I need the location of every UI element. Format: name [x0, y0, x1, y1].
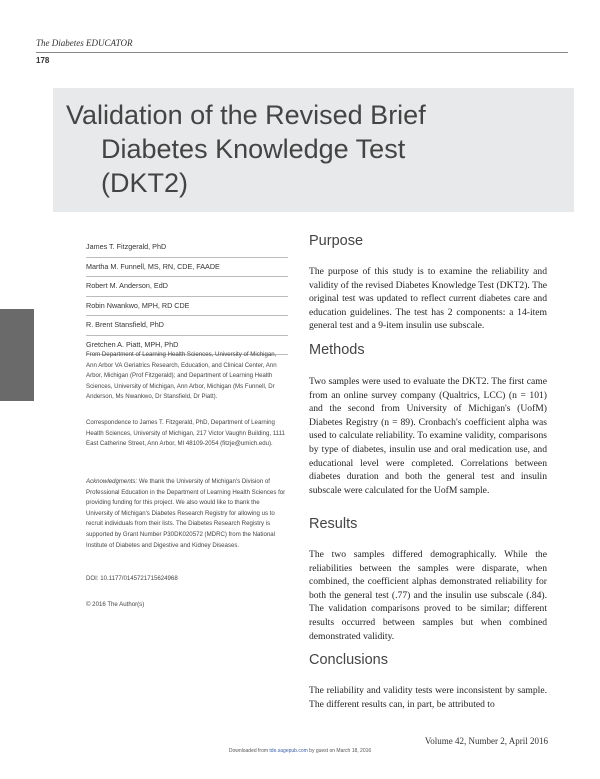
heading-methods: Methods	[309, 342, 365, 358]
correspondence-note: Correspondence to James T. Fitzgerald, PhD, Department of Learning Health Sciences, University of Michigan, 217 Victor Vaughn Building, 1111 East Catherine Street, Ann Arbor, MI 48109-2054 (fitzje@umich.edu).	[86, 419, 285, 448]
article-title	[66, 98, 566, 200]
heading-results: Results	[309, 516, 358, 532]
side-decoration	[0, 309, 34, 401]
author-item: Robert M. Anderson, EdD	[86, 277, 288, 297]
author-item: Martha M. Funnell, MS, RN, CDE, FAADE	[86, 258, 288, 278]
page-number: 178	[36, 56, 50, 65]
title-line-3: (DKT2)	[101, 168, 188, 198]
acknowledgments-note	[86, 477, 288, 551]
author-item: Gretchen A. Piatt, MPH, PhD	[86, 336, 288, 356]
journal-name: The Diabetes EDUCATOR	[36, 38, 133, 48]
title-line-2: Diabetes Knowledge Test	[101, 134, 406, 164]
results-text: The two samples differed demographically. While the reliabilities between the samples were disparate, when combined, the coefficient alphas demonstrated reliability for both the general test (.77) and the insulin use subscale (.84). The validation comparisons proved to be similar; different results occurred between samples but when combined demonstrated validity.	[309, 549, 547, 642]
copyright: © 2016 The Author(s)	[86, 601, 145, 608]
affiliation-note: From Department of Learning Health Sciences, University of Michigan, Ann Arbor VA Geriatrics Research, Education, and Clinical Center, Ann Arbor, Michigan (Prof Fitzgerald); and Department of Learning Health Sciences, University of Michigan, Ann Arbor, Michigan (Ms Funnell, Dr Anderson, Ms Nwankwo, Dr Stansfield, Dr Piatt).	[86, 351, 277, 401]
download-link[interactable]: tde.sagepub.com	[269, 748, 308, 754]
author-item: R. Brent Stansfield, PhD	[86, 316, 288, 336]
conclusions-text: The reliability and validity tests were inconsistent by sample. The different results can, in part, be attributed to	[309, 685, 547, 710]
acknowledgments-text: We thank the University of Michigan's Division of Professional Education in the Department of Learning Health Sciences for providing funding for this project. We also would like to thank the University of Michigan's Diabetes Research Registry for allowing us to recruit individuals from their lists. The Diabetes Research Registry is supported by Grant Number P30DK020572 (MDRC) from the National Institute of Diabetes and Digestive and Kidney Diseases.	[86, 478, 286, 549]
author-item: Robin Nwankwo, MPH, RD CDE	[86, 297, 288, 317]
volume-info: Volume 42, Number 2, April 2016	[424, 736, 548, 746]
acknowledgments-label: Acknowledgments:	[86, 478, 138, 485]
download-notice	[0, 748, 600, 754]
author-list	[86, 238, 288, 355]
download-prefix: Downloaded from	[228, 748, 270, 754]
heading-purpose: Purpose	[309, 233, 364, 249]
heading-conclusions: Conclusions	[309, 652, 388, 668]
methods-text: Two samples were used to evaluate the DKT2. The first came from an online survey company (Qualtrics, LCC) (n = 101) and the second from University of Michigan's (UofM) Diabetes Registry (n = 89). Cronbach's coefficient alpha was used to calculate reliability. To examine validity, comparisons by type of diabetes, insulin use and oral medication use, and educational level were completed. Correlations between diabetes duration and both the general test and insulin subscale were calculated for the UofM sample.	[309, 376, 547, 496]
author-item: James T. Fitzgerald, PhD	[86, 238, 288, 258]
download-suffix: by guest on March 18, 2016	[307, 748, 372, 754]
purpose-text: The purpose of this study is to examine the reliability and validity of the revised Diabetes Knowledge Test (DKT2). The original test was updated to reflect current diabetes care and education guidelines. The test has 2 components: a 14-item general test and a 9-item insulin use subscale.	[309, 266, 547, 332]
title-line-1: Validation of the Revised Brief	[66, 100, 426, 130]
doi: DOI: 10.1177/0145721715624968	[86, 575, 178, 582]
header-rule	[36, 52, 568, 53]
